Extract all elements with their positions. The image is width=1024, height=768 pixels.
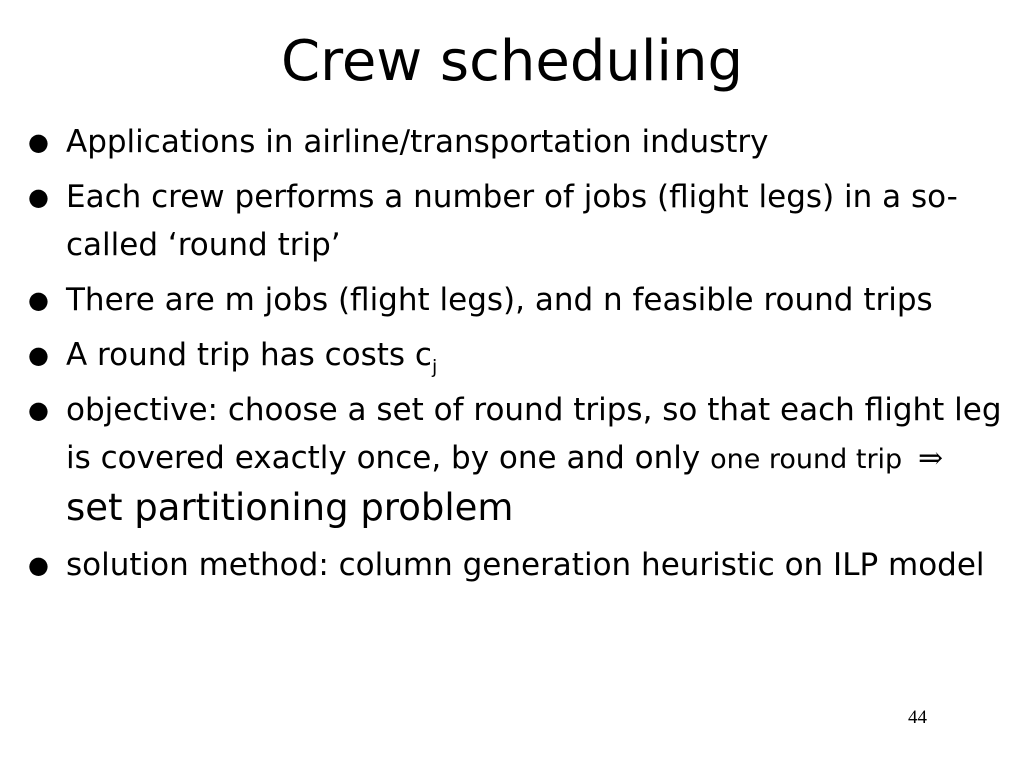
bullet-text: solution method: column generation heuristic on ILP model xyxy=(66,547,985,583)
cost-subscript: j xyxy=(431,356,438,378)
bullet-item-costs xyxy=(28,331,1008,379)
bullet-item-solution xyxy=(28,541,1008,589)
bullet-dot-icon: ● xyxy=(28,128,49,156)
bullet-dot-icon: ● xyxy=(28,551,49,579)
bullet-text: A round trip has costs c xyxy=(66,337,432,373)
bullet-list xyxy=(28,118,1008,596)
bullet-text: Each crew performs a number of jobs (flight legs) in a so-called ‘round trip’ xyxy=(66,179,958,263)
set-partitioning-emphasis: set partitioning problem xyxy=(66,486,514,529)
bullet-item-crew-jobs xyxy=(28,173,1008,269)
bullet-dot-icon: ● xyxy=(28,183,49,211)
bullet-item-applications xyxy=(28,118,1008,166)
bullet-item-objective xyxy=(28,386,1008,534)
bullet-dot-icon: ● xyxy=(28,286,49,314)
bullet-dot-icon: ● xyxy=(28,341,49,369)
bullet-item-m-n xyxy=(28,276,1008,324)
bullet-text: objective: choose a set of round trips, so that each flight leg is covered exactly once, by one and only xyxy=(66,392,1002,476)
bullet-text: There are m jobs (flight legs), and n feasible round trips xyxy=(66,282,933,318)
page-number: 44 xyxy=(908,707,927,728)
slide-title: Crew scheduling xyxy=(280,29,744,94)
implies-arrow-icon: ⇒ xyxy=(918,441,944,476)
bullet-dot-icon: ● xyxy=(28,396,49,424)
bullet-text: Applications in airline/transportation industry xyxy=(66,124,769,160)
bullet-small-text: one round trip xyxy=(710,444,903,475)
